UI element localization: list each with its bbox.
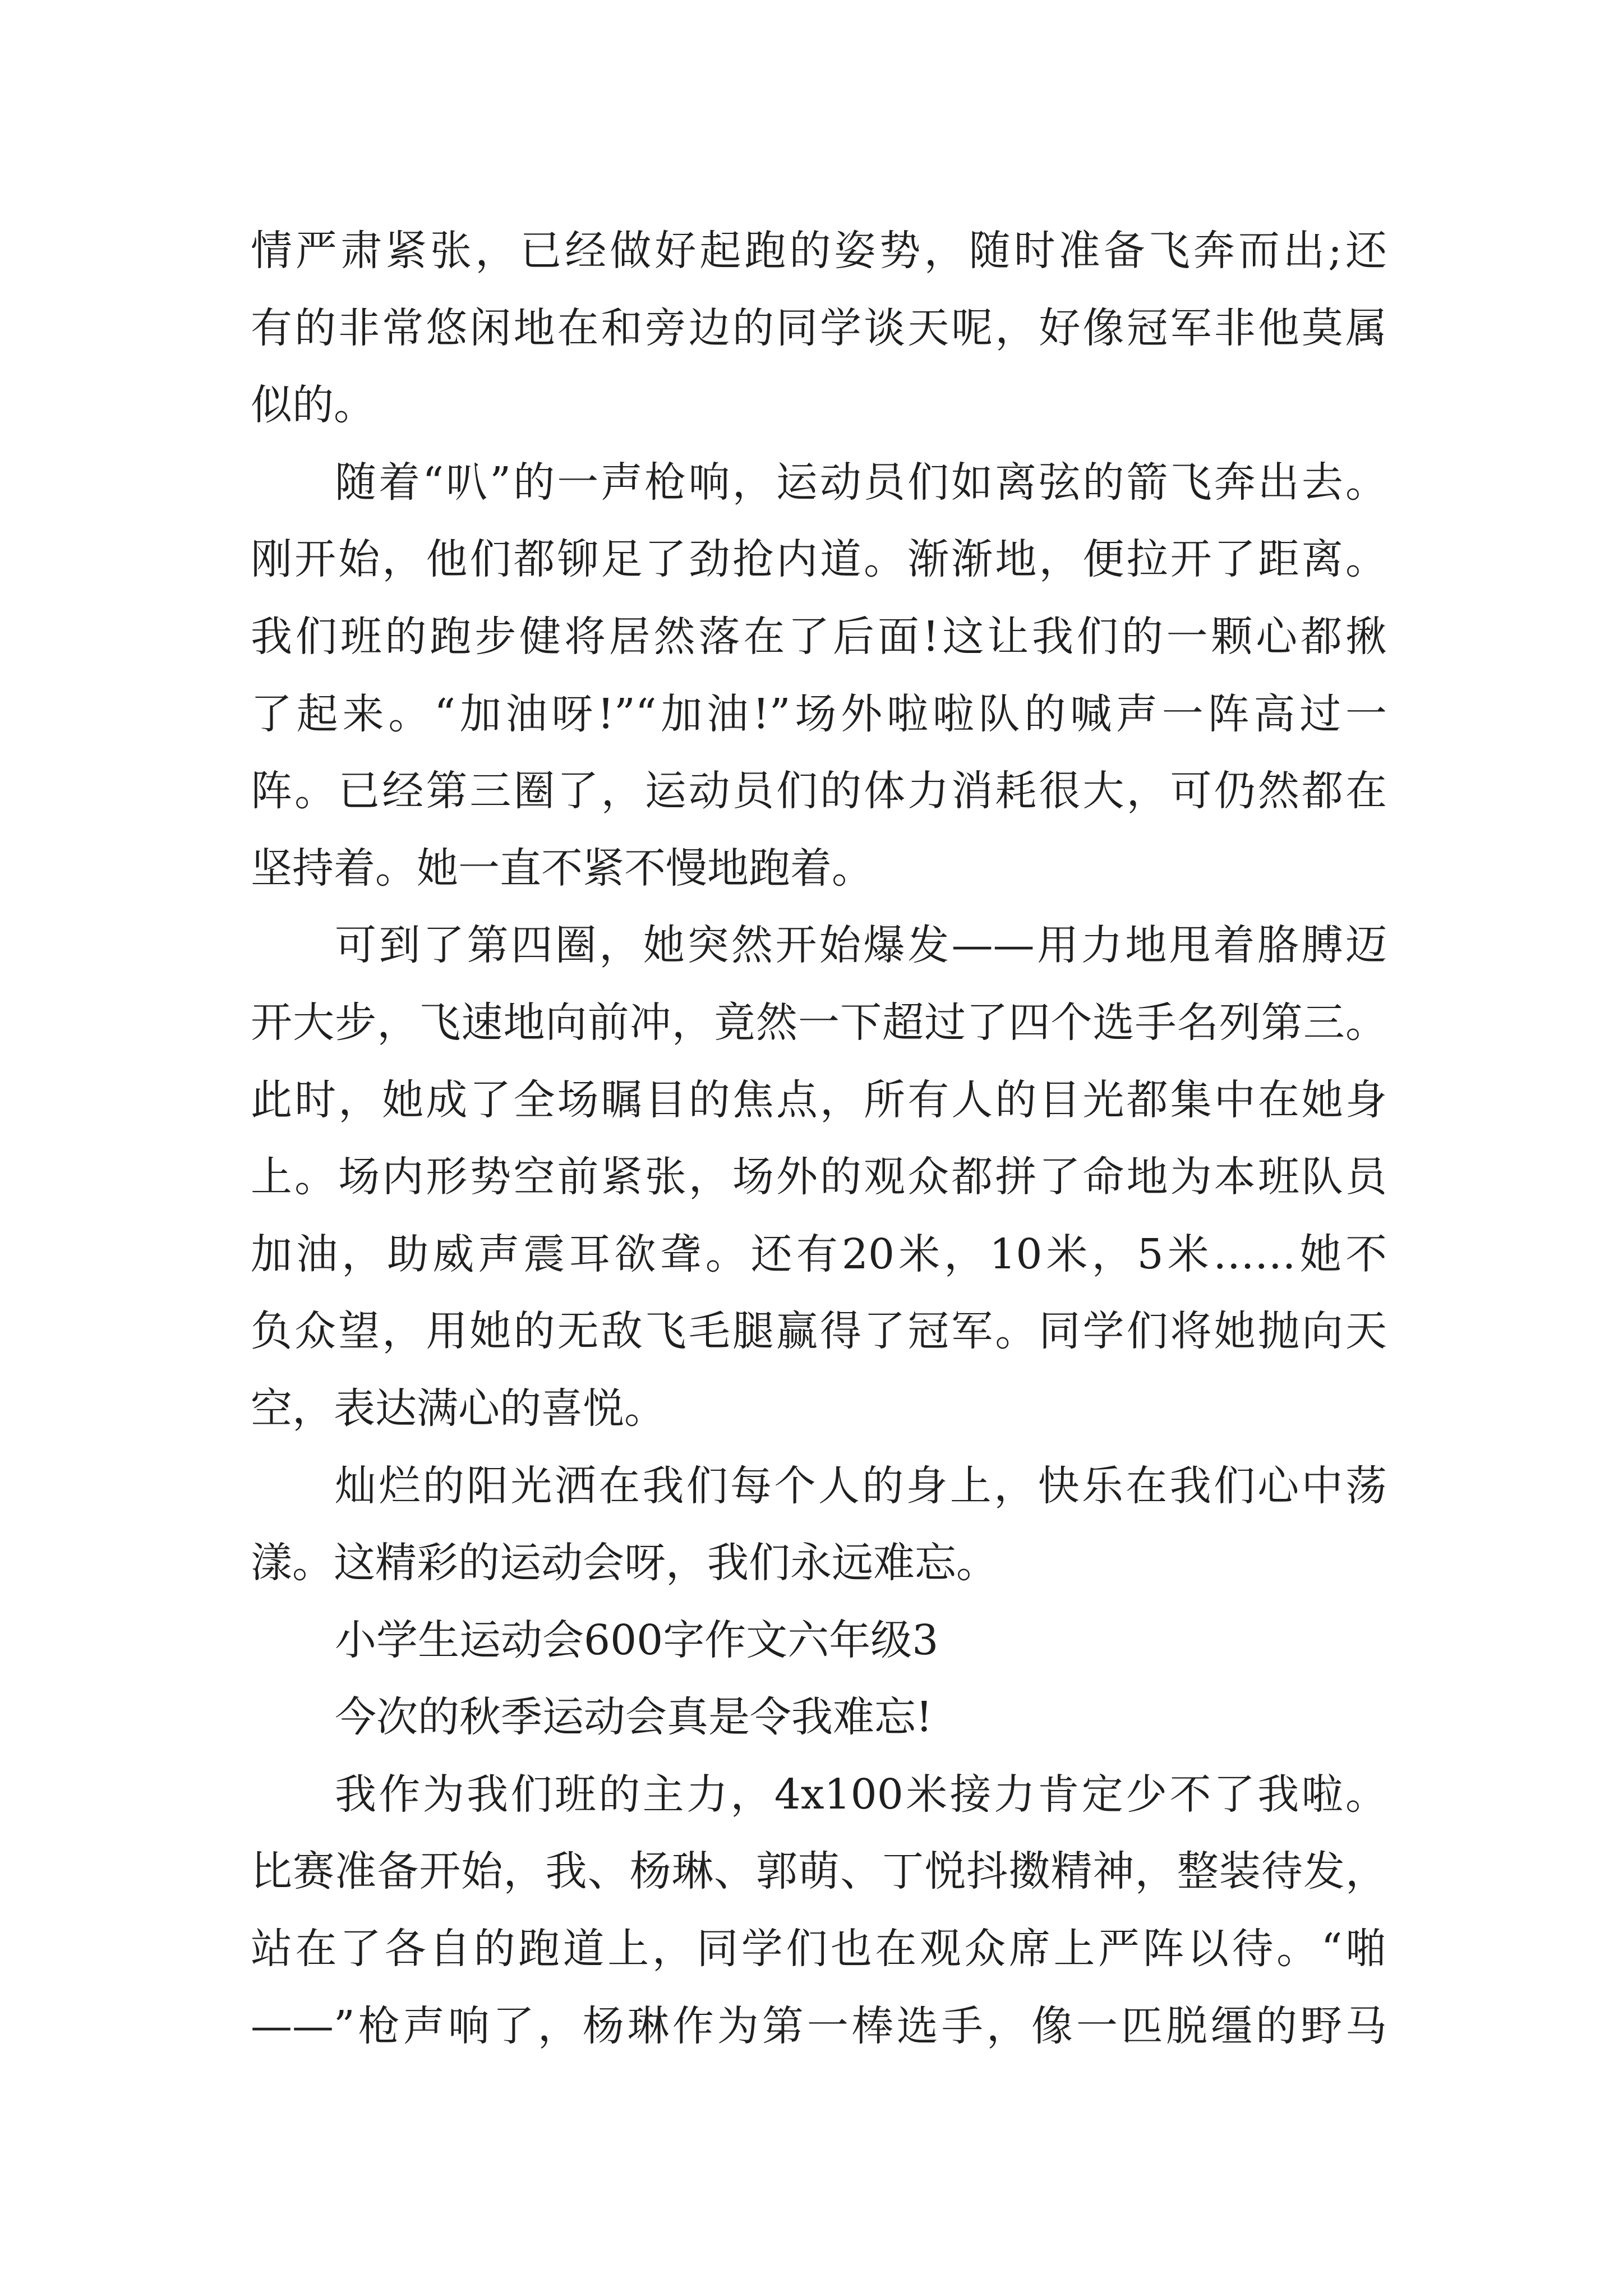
text-line: 了起来。“加油呀!”“加油!”场外啦啦队的喊声一阵高过一 <box>251 689 1387 738</box>
text-line: 漾。这精彩的运动会呀，我们永远难忘。 <box>251 1539 998 1588</box>
paragraph <box>251 907 1387 1447</box>
paragraph <box>251 213 1387 444</box>
paragraph <box>251 1679 1387 1756</box>
text-line: 情严肃紧张，已经做好起跑的姿势，随时准备飞奔而出;还 <box>251 227 1387 275</box>
text-line: 上。场内形势空前紧张，场外的观众都拼了命地为本班队员 <box>251 1153 1387 1202</box>
paragraph <box>251 444 1387 908</box>
text-line: 阵。已经第三圈了，运动员们的体力消耗很大，可仍然都在 <box>251 767 1387 816</box>
text-line: 负众望，用她的无敌飞毛腿赢得了冠军。同学们将她抛向天 <box>251 1307 1387 1356</box>
text-line: 开大步，飞速地向前冲，竟然一下超过了四个选手名列第三。 <box>251 998 1387 1047</box>
text-line: 小学生运动会600字作文六年级3 <box>335 1616 939 1664</box>
text-line: 刚开始，他们都铆足了劲抢内道。渐渐地，便拉开了距离。 <box>251 535 1387 584</box>
text-line: 此时，她成了全场瞩目的焦点，所有人的目光都集中在她身 <box>251 1075 1387 1124</box>
text-line: 我作为我们班的主力，4x100米接力肯定少不了我啦。 <box>335 1770 1387 1819</box>
text-line: 站在了各自的跑道上，同学们也在观众席上严阵以待。“啪 <box>251 1925 1387 1973</box>
text-line: 有的非常悠闲地在和旁边的同学谈天呢，好像冠军非他莫属 <box>251 303 1387 352</box>
text-line: 比赛准备开始，我、杨琳、郭萌、丁悦抖擞精神，整装待发， <box>251 1847 1387 1896</box>
text-line: 加油，助威声震耳欲聋。还有20米，10米，5米……她不 <box>251 1230 1387 1278</box>
text-line: 可到了第四圈，她突然开始爆发——用力地甩着胳膊迈 <box>335 921 1387 970</box>
text-line: 灿烂的阳光洒在我们每个人的身上，快乐在我们心中荡 <box>335 1461 1387 1510</box>
paragraph <box>251 1756 1387 2065</box>
text-line: 今次的秋季运动会真是令我难忘! <box>335 1693 933 1742</box>
text-line: 空，表达满心的喜悦。 <box>251 1384 666 1433</box>
text-line: 我们班的跑步健将居然落在了后面!这让我们的一颗心都揪 <box>251 612 1387 661</box>
text-line: 随着“叭”的一声枪响，运动员们如离弦的箭飞奔出去。 <box>335 458 1387 507</box>
section-title <box>251 1602 1387 1680</box>
text-line: 似的。 <box>251 381 375 430</box>
text-line: ——”枪声响了，杨琳作为第一棒选手，像一匹脱缰的野马 <box>251 2001 1387 2050</box>
paragraph <box>251 1448 1387 1602</box>
text-line: 坚持着。她一直不紧不慢地跑着。 <box>251 844 873 892</box>
document-body <box>251 213 1387 2065</box>
